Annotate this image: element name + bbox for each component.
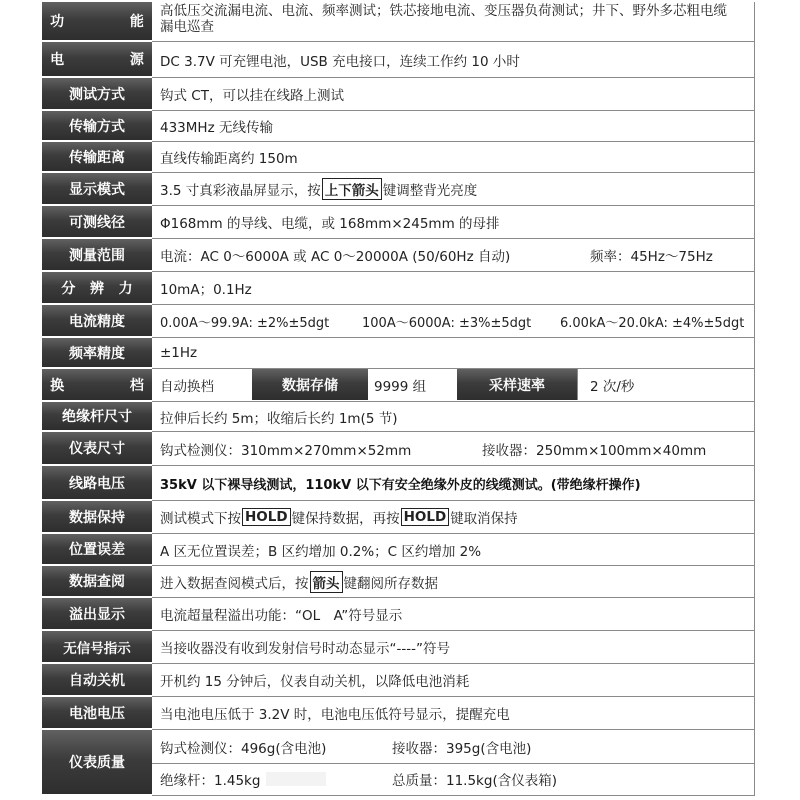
spec-table <box>42 2 755 796</box>
label-diameter: 可测线径 <box>42 206 152 239</box>
accuracy-range-1: 0.00A～99.9A: ±2%±5dgt <box>160 315 330 331</box>
value-position-error: A 区无位置误差；B 区约增加 0.2%；C 区约增加 2% <box>152 534 755 566</box>
blank-patch <box>266 772 326 786</box>
weight-rod: 绝缘杆：1.45kg <box>160 772 261 789</box>
row-data-hold <box>42 501 755 534</box>
row-weight <box>42 730 755 796</box>
value-test-method: 钩式 CT，可以挂在线路上测试 <box>152 78 755 111</box>
label-display: 显示模式 <box>42 173 152 206</box>
label-power: 电 源 <box>42 42 152 78</box>
label-overflow: 溢出显示 <box>42 598 152 631</box>
label-sampling-rate: 采样速率 <box>457 369 578 400</box>
label-line-voltage: 线路电压 <box>42 466 152 501</box>
value-no-signal: 当接收器没有收到发射信号时动态显示“----”符号 <box>152 631 755 664</box>
value-rod-size: 拉伸后长约 5m；收缩后长约 1m(5 节) <box>152 402 755 432</box>
label-frequency-accuracy: 频率精度 <box>42 338 152 369</box>
label-data-review: 数据查阅 <box>42 566 152 598</box>
label-range: 测量范围 <box>42 239 152 272</box>
value-current-accuracy <box>152 305 755 338</box>
value-distance: 直线传输距离约 150m <box>152 142 755 173</box>
value-data-hold: 测试模式下按 HOLD 键保持数据，再按 HOLD 键取消保持 <box>152 501 755 534</box>
value-transmission: 433MHz 无线传输 <box>152 111 755 142</box>
key-hold: HOLD <box>242 508 291 526</box>
label-position-error: 位置误差 <box>42 534 152 566</box>
row-distance <box>42 142 755 173</box>
value-auto-off: 开机约 15 分钟后，仪表自动关机，以降低电池消耗 <box>152 664 755 697</box>
row-line-voltage <box>42 466 755 501</box>
row-function <box>42 2 755 42</box>
label-resolution: 分 辨 力 <box>42 272 152 305</box>
row-data-review <box>42 566 755 598</box>
value-sampling-rate: 2 次/秒 <box>590 379 635 395</box>
row-transmission <box>42 111 755 142</box>
value-line-voltage: 35kV 以下裸导线测试，110kV 以下有安全绝缘外皮的线缆测试。(带绝缘杆操作) <box>152 466 755 501</box>
label-battery: 电池电压 <box>42 697 152 730</box>
value-display: 3.5 寸真彩液晶屏显示，按 上下箭头 键调整背光亮度 <box>152 173 755 206</box>
label-auto-off: 自动关机 <box>42 664 152 697</box>
row-current-accuracy <box>42 305 755 338</box>
row-no-signal <box>42 631 755 664</box>
row-size <box>42 432 755 466</box>
value-function: 高低压交流漏电流、电流、频率测试；铁芯接地电流、变压器负荷测试；井下、野外多芯粗电缆漏电巡查 <box>152 2 755 42</box>
label-data-storage: 数据存储 <box>252 369 368 400</box>
value-data-storage: 9999 组 <box>374 379 427 395</box>
label-rod-size: 绝缘杆尺寸 <box>42 402 152 432</box>
row-auto-off <box>42 664 755 697</box>
accuracy-range-3: 6.00kA～20.0kA: ±4%±5dgt <box>560 315 745 331</box>
size-receiver: 接收器：250mm×100mm×40mm <box>482 442 707 459</box>
label-range-switch: 换 档 <box>42 369 152 402</box>
row-rod-size <box>42 402 755 432</box>
key-hold-2: HOLD <box>401 508 450 526</box>
label-transmission: 传输方式 <box>42 111 152 142</box>
weight-detector: 钩式检测仪：496g(含电池) <box>160 740 327 757</box>
row-test-method <box>42 78 755 111</box>
value-weight <box>152 730 755 796</box>
value-range <box>152 239 755 272</box>
label-no-signal: 无信号指示 <box>42 631 152 664</box>
key-arrow: 箭头 <box>310 571 343 593</box>
size-detector: 钩式检测仪：310mm×270mm×52mm <box>160 442 412 459</box>
row-diameter <box>42 206 755 239</box>
value-size <box>152 432 755 466</box>
value-diameter: Φ168mm 的导线、电缆，或 168mm×245mm 的母排 <box>152 206 755 239</box>
label-test-method: 测试方式 <box>42 78 152 111</box>
value-overflow: 电流超量程溢出功能：“OL A”符号显示 <box>152 598 755 631</box>
label-size: 仪表尺寸 <box>42 432 152 466</box>
value-power: DC 3.7V 可充锂电池，USB 充电接口，连续工作约 10 小时 <box>152 42 755 78</box>
weight-total: 总质量：11.5kg(含仪表箱) <box>392 772 557 789</box>
row-range <box>42 239 755 272</box>
accuracy-range-2: 100A～6000A: ±3%±5dgt <box>362 315 532 331</box>
row-overflow <box>42 598 755 631</box>
value-data-review: 进入数据查阅模式后，按 箭头 键翻阅所存数据 <box>152 566 755 598</box>
row-display <box>42 173 755 206</box>
row-frequency-accuracy <box>42 338 755 369</box>
range-frequency: 频率：45Hz～75Hz <box>590 249 713 265</box>
value-resolution: 10mA；0.1Hz <box>152 272 755 305</box>
row-power <box>42 42 755 78</box>
label-data-hold: 数据保持 <box>42 501 152 534</box>
label-distance: 传输距离 <box>42 142 152 173</box>
row-resolution <box>42 272 755 305</box>
weight-receiver: 接收器：395g(含电池) <box>392 740 532 757</box>
key-up-down-arrow: 上下箭头 <box>322 178 382 200</box>
label-current-accuracy: 电流精度 <box>42 305 152 338</box>
row-range-switch <box>42 369 755 402</box>
weight-row-1 <box>152 730 754 764</box>
weight-row-2 <box>152 762 754 795</box>
label-weight: 仪表质量 <box>42 730 152 796</box>
range-current: 电流：AC 0～6000A 或 AC 0～20000A (50/60Hz 自动) <box>160 249 511 265</box>
value-frequency-accuracy: ±1Hz <box>152 338 755 369</box>
value-range-switch: 自动换档 数据存储 9999 组 采样速率 2 次/秒 <box>152 369 755 402</box>
row-position-error <box>42 534 755 566</box>
label-function: 功 能 <box>42 2 152 42</box>
value-battery: 当电池电压低于 3.2V 时，电池电压低符号显示，提醒充电 <box>152 697 755 730</box>
row-battery <box>42 697 755 730</box>
